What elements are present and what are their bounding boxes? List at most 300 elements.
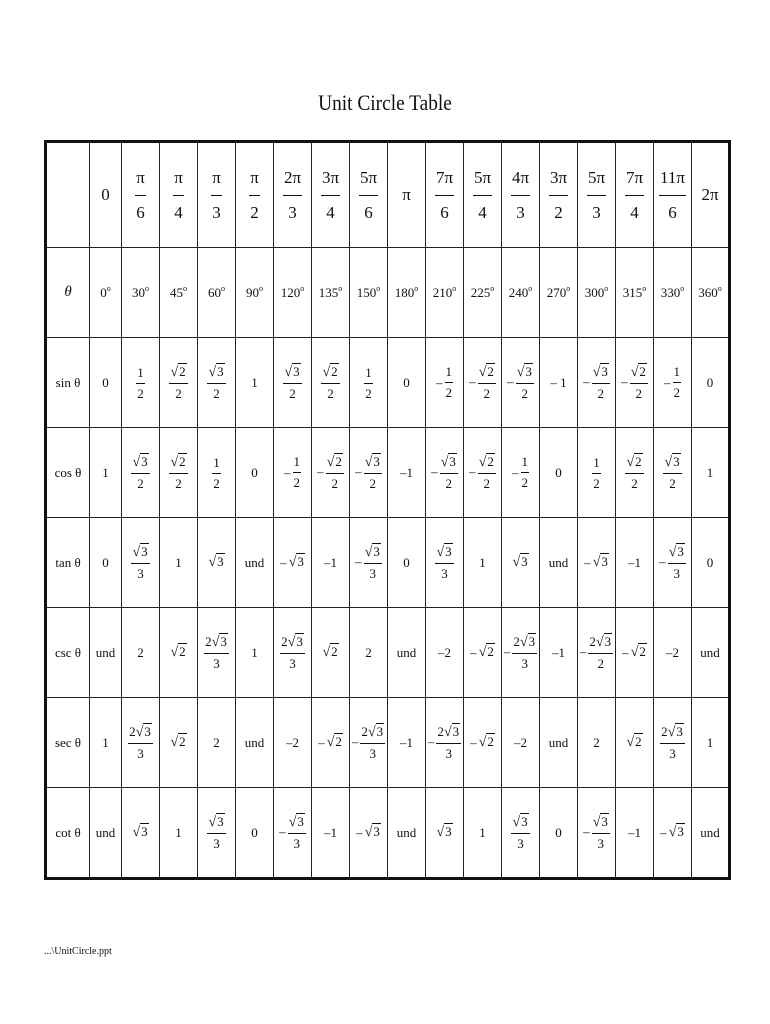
- denominator: 3: [669, 746, 676, 762]
- table-cell: [90, 338, 122, 428]
- denominator: 3: [213, 656, 220, 672]
- fraction: [204, 635, 229, 671]
- numerator-text: 5π: [587, 168, 606, 188]
- radicand: 2: [335, 453, 342, 469]
- table-cell: [122, 608, 160, 698]
- degree-symbol: o: [338, 284, 343, 293]
- fraction: [169, 365, 187, 401]
- numerator-text: –1: [324, 554, 337, 570]
- numerator-text: π: [174, 168, 183, 188]
- denominator: 2: [593, 475, 600, 491]
- denominator: 3: [213, 836, 220, 852]
- radical-sign-icon: √: [170, 364, 179, 381]
- numerator-text: 0: [706, 554, 714, 570]
- radian-header-cell: [692, 142, 730, 248]
- degree-value: 135: [318, 285, 339, 300]
- table-cell: [388, 608, 426, 698]
- cell-value: [664, 365, 681, 399]
- table-cell: [578, 518, 616, 608]
- radicand: 3: [604, 633, 612, 649]
- radian-header-cell: [426, 142, 464, 248]
- radical-expression: [631, 365, 647, 380]
- numerator: [673, 365, 682, 382]
- numerator: [364, 366, 373, 383]
- row-label: sec θ: [46, 698, 90, 788]
- numerator: [478, 455, 496, 473]
- cell-value: [96, 645, 116, 661]
- denominator: 2: [521, 475, 528, 490]
- radical-sign-icon: √: [211, 634, 220, 651]
- degree-value: 225: [470, 285, 491, 300]
- numerator-text: 0: [403, 374, 410, 390]
- radical-expression: [631, 644, 647, 661]
- numerator: [128, 725, 153, 743]
- cell-value: [204, 635, 229, 671]
- table-cell: [274, 338, 312, 428]
- radical-expression: [589, 635, 612, 650]
- denominator: 2: [445, 385, 452, 400]
- table-cell: [502, 428, 540, 518]
- numerator: [521, 455, 530, 472]
- table-cell: [388, 428, 426, 518]
- degree-symbol: o: [221, 284, 225, 293]
- radicand: 3: [296, 634, 303, 650]
- radicand: 3: [677, 543, 684, 559]
- numerator: [630, 365, 648, 383]
- denominator: 2: [597, 655, 604, 671]
- cell-value: [175, 825, 182, 841]
- radical-expression: [284, 365, 300, 380]
- radical-sign-icon: √: [512, 554, 521, 570]
- numerator-text: und: [244, 554, 265, 570]
- numerator: [207, 365, 225, 383]
- denominator: 3: [289, 656, 296, 672]
- radical-sign-icon: √: [630, 363, 639, 380]
- degree-symbol: o: [414, 284, 419, 293]
- radicand: 2: [487, 453, 494, 469]
- numerator-text: 1: [251, 374, 258, 390]
- degree-symbol: o: [528, 284, 533, 293]
- radicand: 2: [635, 454, 642, 470]
- fraction: [128, 725, 153, 761]
- minus-sign: –: [284, 464, 291, 480]
- minus-sign: –: [317, 464, 324, 480]
- table-cell: [578, 698, 616, 788]
- cell-value: [592, 456, 601, 490]
- table-cell: [274, 518, 312, 608]
- cell-value: [549, 555, 569, 571]
- table-cell: [350, 428, 388, 518]
- denominator: 2: [369, 475, 376, 491]
- cell-value: [251, 645, 258, 661]
- table-cell: [578, 608, 616, 698]
- numerator-text: 1: [365, 364, 372, 380]
- degree-symbol: o: [680, 284, 685, 293]
- table-cell: [90, 428, 122, 518]
- numerator-text: und: [700, 824, 720, 840]
- denominator: 2: [445, 475, 452, 491]
- degree-symbol: o: [452, 284, 457, 293]
- degree-cell: [654, 248, 692, 338]
- numerator-text: – 1: [550, 374, 567, 390]
- denominator: 6: [440, 203, 449, 222]
- radical-expression: [593, 365, 609, 380]
- numerator-text: und: [548, 554, 569, 570]
- fraction: [625, 455, 643, 491]
- minus-sign: –: [431, 464, 438, 480]
- numerator: [204, 635, 229, 653]
- table-cell: [122, 698, 160, 788]
- cell-value: [364, 366, 373, 400]
- radical-sign-icon: √: [443, 723, 452, 740]
- numerator: [359, 169, 378, 195]
- minus-sign: –: [351, 734, 359, 750]
- degree-cell: [312, 248, 350, 338]
- numerator: [135, 169, 146, 195]
- radical-expression: [669, 824, 685, 841]
- degree-value: 210: [432, 285, 453, 300]
- cell-value: [707, 375, 714, 391]
- cell-value: [593, 735, 600, 751]
- cell-value: [213, 735, 220, 751]
- minus-sign: –: [436, 374, 443, 390]
- numerator: [360, 725, 385, 743]
- numerator-text: 1: [673, 364, 680, 380]
- cell-value: [207, 815, 225, 851]
- radian-header-cell: [388, 142, 426, 248]
- numerator: [478, 365, 496, 383]
- minus-sign: –: [583, 374, 590, 390]
- table-cell: [160, 518, 198, 608]
- numerator-text: 2: [593, 734, 600, 750]
- denominator: 2: [669, 476, 676, 492]
- fraction: [364, 366, 373, 400]
- fraction: [478, 455, 496, 491]
- cell-value: [249, 169, 260, 222]
- table-cell: [464, 698, 502, 788]
- denominator: 3: [597, 835, 604, 851]
- degree-cell: [464, 248, 502, 338]
- cell-value: [435, 169, 454, 222]
- radical-sign-icon: √: [170, 644, 179, 660]
- numerator-text: 1: [251, 644, 258, 660]
- table-cell: [426, 518, 464, 608]
- numerator: [436, 725, 461, 743]
- numerator-text: –1: [628, 824, 641, 840]
- denominator: 3: [441, 566, 448, 582]
- denominator: 3: [521, 655, 528, 671]
- row-label: cos θ: [46, 428, 90, 518]
- degree-symbol: o: [183, 284, 187, 293]
- footer-file-path: ...\UnitCircle.ppt: [44, 946, 112, 957]
- radical-sign-icon: √: [667, 724, 676, 741]
- minus-sign: –: [507, 374, 514, 390]
- numerator: [249, 169, 260, 195]
- radical-sign-icon: √: [516, 363, 525, 380]
- cell-value: [324, 555, 337, 571]
- radicand: 3: [144, 724, 151, 740]
- cell-value: [317, 455, 344, 491]
- cell-value: [321, 365, 339, 401]
- cell-value: [555, 465, 562, 481]
- degree-value: 90: [246, 285, 259, 300]
- table-cell: [464, 788, 502, 879]
- minus-sign: –: [469, 374, 476, 390]
- table-cell: [198, 428, 236, 518]
- function-row: [46, 338, 730, 428]
- table-cell: [616, 608, 654, 698]
- numerator-text: 0: [555, 464, 562, 480]
- minus-sign: –: [470, 644, 477, 660]
- radian-header-cell: [540, 142, 578, 248]
- radical-expression: [208, 365, 224, 380]
- radical-expression: [365, 455, 381, 470]
- cell-value: [283, 365, 301, 401]
- numerator-text: 1: [706, 734, 714, 750]
- cell-value: [102, 375, 109, 391]
- denominator: 2: [137, 476, 144, 492]
- table-cell: [578, 788, 616, 879]
- fraction: [288, 815, 306, 851]
- fraction: [436, 725, 461, 761]
- numerator-text: 1: [445, 364, 452, 380]
- table-cell: [464, 428, 502, 518]
- table-cell: [426, 698, 464, 788]
- fraction: [249, 169, 260, 222]
- radicand: 3: [297, 813, 304, 829]
- denominator: 2: [213, 386, 220, 402]
- table-cell: [236, 518, 274, 608]
- cell-value: [707, 735, 714, 751]
- numerator-text: π: [250, 168, 259, 188]
- numerator-text: –1: [400, 734, 413, 750]
- numerator: [211, 169, 222, 195]
- cell-value: [102, 735, 109, 751]
- radical-coefficient: 2: [129, 724, 136, 740]
- radicand: 2: [487, 644, 494, 659]
- radical-sign-icon: √: [132, 824, 141, 840]
- radical-sign-icon: √: [592, 363, 601, 380]
- table-cell: [502, 788, 540, 879]
- degree-cell: [502, 248, 540, 338]
- cell-value: [245, 735, 265, 751]
- table-cell: [464, 608, 502, 698]
- fraction: [280, 635, 305, 671]
- denominator: 2: [327, 386, 334, 402]
- fraction: [321, 365, 339, 401]
- radical-coefficient: 2: [437, 723, 444, 739]
- numerator: [212, 456, 221, 473]
- table-cell: [578, 428, 616, 518]
- cell-value: [628, 825, 641, 841]
- denominator: 3: [137, 746, 144, 762]
- cell-value: [322, 644, 338, 661]
- table-cell: [578, 338, 616, 428]
- table-cell: [692, 338, 730, 428]
- fraction: [663, 455, 681, 491]
- radicand: 3: [217, 814, 224, 830]
- radicand: 3: [141, 544, 148, 560]
- radical-expression: [664, 455, 680, 470]
- fraction: [136, 366, 145, 400]
- numerator-text: 7π: [625, 168, 644, 188]
- radical-sign-icon: √: [478, 644, 487, 660]
- radicand: 2: [487, 363, 494, 379]
- radical-expression: [365, 824, 381, 841]
- cell-value: [169, 365, 187, 401]
- numerator-text: π: [402, 185, 411, 204]
- cell-value: [700, 645, 720, 661]
- radical-expression: [132, 455, 148, 470]
- numerator-text: 1: [479, 824, 486, 840]
- numerator: [440, 455, 458, 473]
- minus-sign: –: [279, 824, 286, 840]
- numerator-text: 1: [213, 454, 220, 470]
- table-cell: [692, 788, 730, 879]
- table-cell: [236, 788, 274, 879]
- fraction: [131, 455, 149, 491]
- numerator: [207, 815, 225, 833]
- table-cell: [388, 518, 426, 608]
- fraction: [511, 169, 530, 222]
- denominator: 2: [175, 476, 182, 492]
- radicand: 3: [293, 364, 300, 380]
- numerator-text: 5π: [359, 168, 378, 188]
- radical-expression: [289, 554, 305, 571]
- numerator-text: 1: [479, 554, 486, 570]
- row-label: csc θ: [46, 608, 90, 698]
- cell-value: [431, 455, 458, 491]
- minus-sign: –: [621, 374, 628, 390]
- numerator-text: 1: [175, 824, 182, 840]
- table-cell: [426, 428, 464, 518]
- cell-value: [96, 825, 116, 841]
- degree-symbol: o: [642, 284, 647, 293]
- numerator: [321, 169, 340, 195]
- numerator-text: 5π: [473, 168, 492, 188]
- denominator: 2: [483, 385, 490, 401]
- fraction: [135, 169, 146, 222]
- table-cell: [540, 788, 578, 879]
- minus-sign: –: [355, 554, 362, 570]
- radian-header-cell: [464, 142, 502, 248]
- table-cell: [274, 788, 312, 879]
- table-cell: [616, 518, 654, 608]
- radian-header-cell: [312, 142, 350, 248]
- fraction: [625, 169, 644, 222]
- degree-symbol: o: [490, 284, 495, 293]
- radical-expression: [208, 554, 224, 571]
- cell-value: [701, 185, 718, 205]
- table-cell: [388, 338, 426, 428]
- cell-value: [355, 545, 382, 581]
- degree-cell: [160, 248, 198, 338]
- numerator: [625, 455, 643, 473]
- radicand: 2: [335, 734, 342, 749]
- cell-value: [583, 365, 610, 401]
- degree-symbol: o: [604, 284, 609, 293]
- denominator: 3: [517, 836, 524, 852]
- radicand: 3: [141, 824, 148, 839]
- minus-sign: –: [469, 464, 476, 480]
- numerator: [364, 545, 382, 563]
- radicand: 3: [673, 454, 680, 470]
- fraction: [131, 545, 149, 581]
- radicand: 3: [521, 814, 528, 830]
- numerator-text: –1: [400, 464, 413, 480]
- degree-symbol: o: [376, 284, 381, 293]
- degree-value: 360: [698, 285, 718, 300]
- radical-sign-icon: √: [208, 364, 217, 381]
- fraction: [549, 169, 568, 222]
- radical-sign-icon: √: [288, 554, 297, 570]
- minus-sign: –: [512, 464, 519, 480]
- radical-sign-icon: √: [668, 824, 677, 840]
- fraction: [592, 815, 610, 851]
- denominator: 3: [516, 203, 525, 222]
- cell-value: [549, 735, 569, 751]
- numerator: [588, 635, 613, 653]
- radicand: 3: [528, 633, 536, 649]
- fraction: [359, 169, 378, 222]
- minus-sign: –: [427, 734, 435, 750]
- denominator: 3: [369, 745, 376, 761]
- table-cell: [90, 608, 122, 698]
- radicand: 2: [331, 364, 338, 380]
- radicand: 2: [179, 364, 186, 380]
- radical-expression: [441, 455, 457, 470]
- radical-coefficient: 2: [281, 634, 288, 650]
- function-row: [46, 608, 730, 698]
- numerator-text: und: [244, 734, 265, 750]
- denominator: 3: [673, 565, 680, 581]
- numerator: [293, 455, 302, 472]
- radian-header-cell: [616, 142, 654, 248]
- numerator-text: 3π: [549, 168, 568, 188]
- fraction: [588, 635, 613, 671]
- numerator-text: –1: [324, 824, 337, 840]
- radian-header-cell: [236, 142, 274, 248]
- degree-cell: [692, 248, 730, 338]
- table-cell: [312, 698, 350, 788]
- radicand: 3: [376, 723, 384, 739]
- cell-value: [660, 824, 685, 841]
- radical-coefficient: 2: [589, 633, 596, 649]
- table-cell: [236, 698, 274, 788]
- minus-sign: –: [318, 734, 325, 750]
- numerator-text: 0: [102, 374, 109, 390]
- denominator: 2: [213, 475, 220, 491]
- denominator: 2: [175, 386, 182, 402]
- radical-coefficient: 2: [205, 634, 212, 650]
- numerator-text: –2: [286, 734, 299, 750]
- cell-value: [131, 545, 149, 581]
- cell-value: [469, 455, 496, 491]
- numerator-text: 7π: [435, 168, 454, 188]
- minus-sign: –: [584, 554, 591, 570]
- numerator: [511, 815, 529, 833]
- numerator-text: 2: [365, 644, 372, 660]
- denominator: 3: [293, 835, 300, 851]
- table-cell: [616, 698, 654, 788]
- radical-expression: [512, 554, 528, 571]
- cell-value: [555, 825, 562, 841]
- cell-value: [169, 455, 187, 491]
- radical-expression: [437, 725, 460, 740]
- minus-sign: –: [470, 734, 477, 750]
- radical-expression: [132, 545, 148, 560]
- numerator-text: und: [95, 644, 116, 660]
